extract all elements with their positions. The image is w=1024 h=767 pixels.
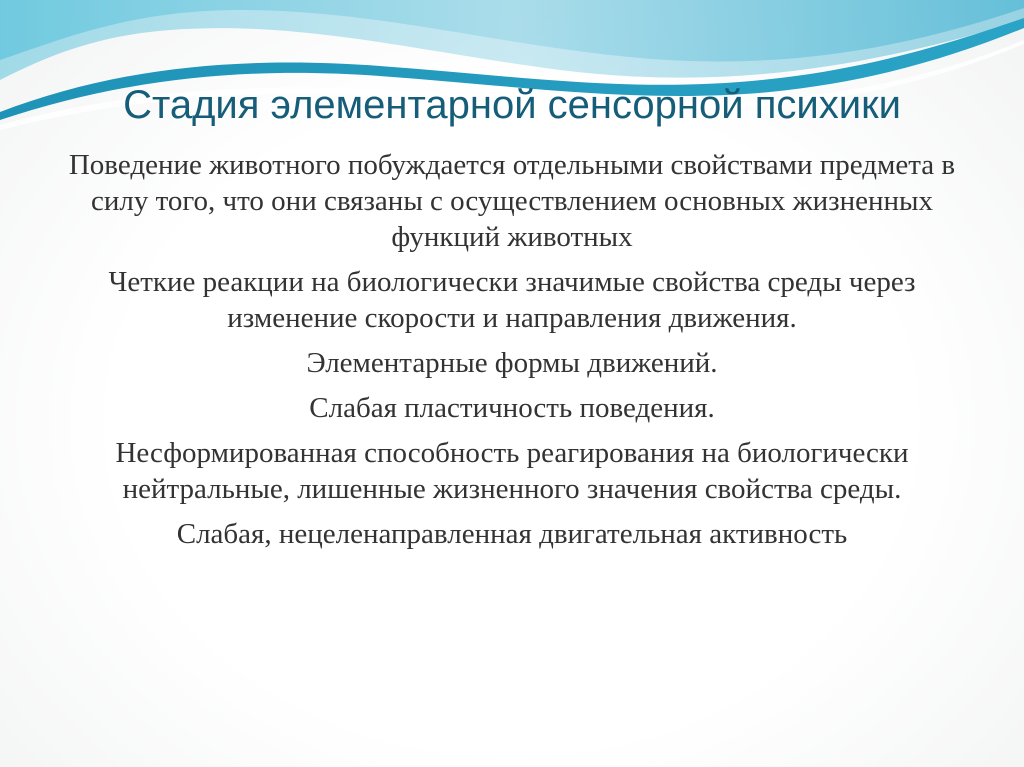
slide-body — [60, 147, 964, 561]
paragraph-activity: Слабая, нецеленаправленная двигательная активность — [176, 518, 848, 550]
paragraph-plasticity: Слабая пластичность поведения. — [309, 392, 715, 424]
paragraph-behavior: Поведение животного побуждается отдельными свойствами предмета в силу того, что они связаны с осуществлением основных жизненных функций животных — [68, 149, 956, 253]
paragraph-unformed-ability: Несформированная способность реагирования на биологически нейтральные, лишенные жизненного значения свойства среды. — [115, 437, 909, 505]
slide-title: Стадия элементарной сенсорной психики — [123, 83, 901, 127]
paragraph-movement-forms: Элементарные формы движений. — [306, 347, 718, 379]
paragraph-reactions: Четкие реакции на биологически значимые свойства среды через изменение скорости и направления движения. — [108, 266, 916, 334]
